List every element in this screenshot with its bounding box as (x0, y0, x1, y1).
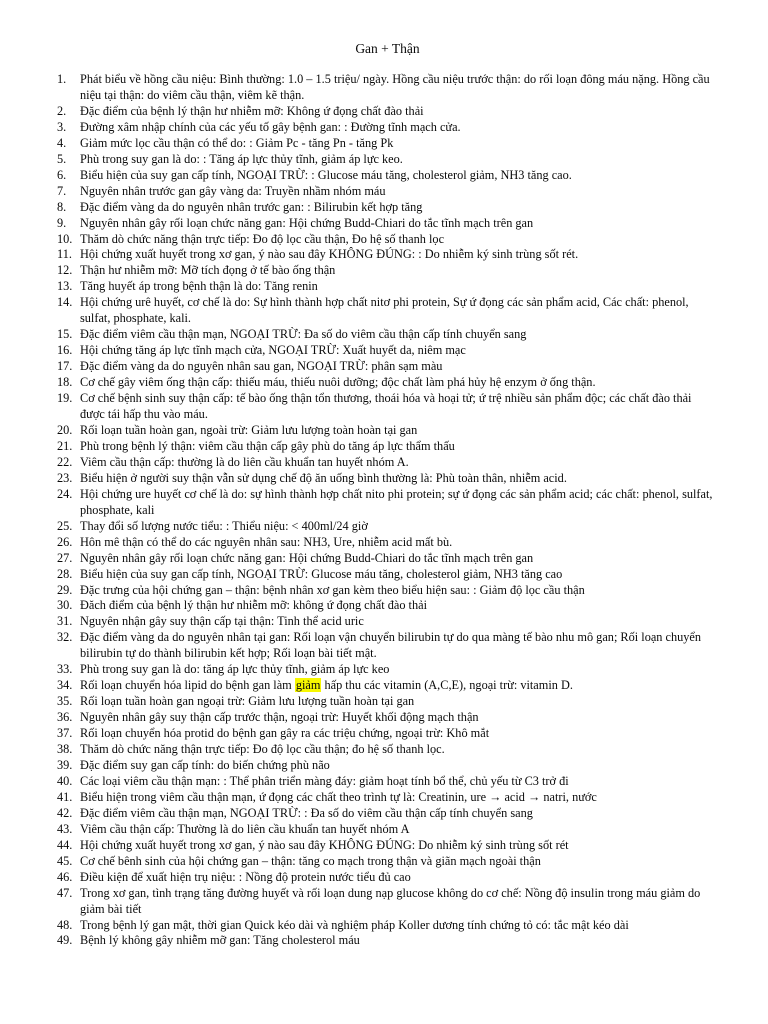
question-number: 30. (57, 598, 73, 613)
question-text: Hội chứng xuất huyết trong xơ gan, ý nào sau đây KHÔNG ĐÚNG: : Do nhiễm ký sinh trùng sốt rét. (80, 247, 579, 262)
question-number: 43. (57, 821, 73, 836)
question-text: Nguyên nhân trước gan gây vàng da: Truyền nhầm nhóm máu (80, 183, 386, 198)
question-item (56, 535, 719, 551)
question-text: Thay đổi số lượng nước tiểu: : Thiểu niệu: < 400ml/24 giờ (80, 518, 368, 533)
question-item (56, 742, 719, 758)
question-item (56, 168, 719, 184)
question-item (56, 455, 719, 471)
question-number: 36. (57, 710, 73, 725)
question-number: 15. (57, 327, 73, 342)
question-number: 46. (57, 869, 73, 884)
question-number: 17. (57, 359, 73, 374)
question-item (56, 886, 719, 918)
question-item (56, 583, 719, 599)
question-number: 29. (57, 582, 73, 597)
question-item (56, 790, 719, 806)
question-number: 13. (57, 279, 73, 294)
question-text: Rối loạn tuần hoàn gan, ngoài trừ: Giảm lưu lượng toàn hoàn tại gan (80, 422, 418, 437)
question-item (56, 678, 719, 694)
question-text: Hôn mê thận có thể do các nguyên nhân sau: NH3, Ure, nhiễm acid mất bù. (80, 534, 453, 549)
question-text: Thận hư nhiễm mỡ: Mỡ tích đọng ở tế bào ống thận (80, 263, 336, 278)
question-number: 6. (57, 167, 67, 182)
question-item (56, 327, 719, 343)
question-item (56, 854, 719, 870)
question-number: 37. (57, 726, 73, 741)
question-item (56, 200, 719, 216)
question-text: Rối loạn chuyển hóa lipid do bệnh gan làm giảm hấp thu các vitamin (A,C,E), ngoại trừ: vitamin D. (80, 678, 573, 693)
question-item (56, 439, 719, 455)
question-number: 45. (57, 853, 73, 868)
question-number: 49. (57, 933, 73, 948)
question-text: Biểu hiện trong viêm cầu thận mạn, ứ đọng các chất theo trình tự là: Creatinin, ure → acid → natri, nước (80, 789, 597, 804)
question-text: Cơ chế bệnh sinh suy thận cấp: tế bào ống thận tổn thương, thoái hóa và hoại tử; ứ trệ nhiều sản phẩm độc; các chất đào thải được tái hấp thu vào máu. (80, 391, 692, 422)
question-text: Các loại viêm cầu thận mạn: : Thể phân triển màng đáy: giảm hoạt tính bổ thể, chủ yếu từ C3 trở đi (80, 773, 569, 788)
question-text: Phù trong suy gan là do: : Tăng áp lực thủy tĩnh, giảm áp lực keo. (80, 151, 403, 166)
question-number: 26. (57, 534, 73, 549)
question-text: Đặc điểm vàng da do nguyên nhân sau gan, NGOẠI TRỪ: phân sạm màu (80, 359, 443, 374)
question-text: Phù trong bệnh lý thận: viêm cầu thận cấp gây phù do tăng áp lực thẩm thấu (80, 438, 455, 453)
question-number: 5. (57, 151, 67, 166)
question-list (56, 72, 719, 949)
question-item (56, 343, 719, 359)
question-item (56, 104, 719, 120)
question-item (56, 152, 719, 168)
question-text: Giảm mức lọc cầu thận có thể do: : Giảm Pc - tăng Pn - tăng Pk (80, 135, 394, 150)
question-text: Viêm cầu thận cấp: Thường là do liên cầu khuẩn tan huyết nhóm A (80, 821, 410, 836)
question-item (56, 662, 719, 678)
question-text: Đặc điểm của bệnh lý thận hư nhiễm mỡ: Không ứ đọng chất đào thải (80, 103, 424, 118)
question-text: Cơ chế bênh sinh của hội chứng gan – thận: tăng co mạch trong thận và giãn mạch ngoài thận (80, 853, 541, 868)
question-text: Trong bệnh lý gan mật, thời gian Quick kéo dài và nghiệm pháp Koller dương tính chứng tỏ có: tắc mật kéo dài (80, 917, 629, 932)
question-item (56, 471, 719, 487)
question-text: Đường xâm nhập chính của các yếu tố gây bệnh gan: : Đường tĩnh mạch cửa. (80, 119, 461, 134)
question-text: Hội chứng xuất huyết trong xơ gan, ý nào sau đây KHÔNG ĐÚNG: Do nhiễm ký sinh trùng sốt rét (80, 837, 569, 852)
question-number: 14. (57, 295, 73, 310)
question-number: 32. (57, 630, 73, 645)
question-number: 7. (57, 183, 67, 198)
question-item (56, 933, 719, 949)
question-number: 44. (57, 837, 73, 852)
question-number: 9. (57, 215, 67, 230)
question-text: Đặc điểm viêm cầu thận mạn, NGOẠI TRỪ: : Đa số do viêm cầu thận cấp tính chuyển sang (80, 805, 533, 820)
question-text: Nguyên nhân gây suy thận cấp trước thận, ngoại trừ: Huyết khối động mạch thận (80, 710, 479, 725)
question-text: Đăch điểm của bệnh lý thận hư nhiễm mỡ: không ứ đọng chất đào thải (80, 598, 427, 613)
question-number: 12. (57, 263, 73, 278)
question-text: Rối loạn chuyển hóa protid do bệnh gan gây ra các triệu chứng, ngoại trừ: Khô mắt (80, 726, 490, 741)
question-number: 23. (57, 470, 73, 485)
question-item (56, 630, 719, 662)
question-number: 3. (57, 119, 67, 134)
question-text: Thăm dò chức năng thận trực tiếp: Đo độ lọc cầu thận; đo hệ số thanh lọc. (80, 742, 445, 757)
question-item (56, 216, 719, 232)
question-item (56, 120, 719, 136)
question-text: Nguyên nhận gây suy thận cấp tại thận: Tinh thể acid uric (80, 614, 364, 629)
question-item (56, 519, 719, 535)
question-text: Đặc điểm vàng da do nguyên nhân trước gan: : Bilirubin kết hợp tăng (80, 199, 423, 214)
question-number: 47. (57, 885, 73, 900)
question-item (56, 918, 719, 934)
question-item (56, 774, 719, 790)
question-text: Trong xơ gan, tình trạng tăng đường huyết và rối loạn dung nạp glucose không do cơ chế: Nồng độ insulin trong máu giảm do giảm bài tiết (80, 885, 701, 916)
question-text: Phát biểu về hồng cầu niệu: Bình thường: 1.0 – 1.5 triệu/ ngày. Hồng cầu niệu trước thận: do rối loạn đông máu nặng. Hồng cầu niệu tại thận: do viêm cầu thận, viêm kẽ thận. (80, 72, 710, 102)
question-item (56, 136, 719, 152)
question-item (56, 295, 719, 327)
question-text: Đặc điểm viêm cầu thận mạn, NGOẠI TRỪ: Đa số do viêm cầu thận cấp tính chuyển sang (80, 327, 527, 342)
question-number: 21. (57, 438, 73, 453)
question-text: Điều kiện để xuất hiện trụ niệu: : Nồng độ protein nước tiểu đủ cao (80, 869, 411, 884)
question-item (56, 375, 719, 391)
question-number: 31. (57, 614, 73, 629)
question-item (56, 247, 719, 263)
question-text: Phù trong suy gan là do: tăng áp lực thủy tĩnh, giảm áp lực keo (80, 662, 390, 677)
question-item (56, 806, 719, 822)
question-item (56, 391, 719, 423)
question-number: 22. (57, 454, 73, 469)
question-text: Biểu hiện của suy gan cấp tính, NGOẠI TRỪ: Glucose máu tăng, cholesterol giảm, NH3 tăng cao (80, 566, 563, 581)
question-number: 39. (57, 757, 73, 772)
question-number: 41. (57, 789, 73, 804)
question-number: 40. (57, 773, 73, 788)
question-item (56, 487, 719, 519)
page-title: Gan + Thận (355, 41, 420, 56)
highlighted-word: giảm (295, 678, 321, 693)
question-item (56, 423, 719, 439)
question-text: Bệnh lý không gây nhiễm mỡ gan: Tăng cholesterol máu (80, 933, 360, 948)
question-item (56, 614, 719, 630)
question-text: Thăm dò chức năng thận trực tiếp: Đo độ lọc cầu thận, Đo hệ số thanh lọc (80, 231, 445, 246)
question-text: Đặc trưng của hội chứng gan – thận: bệnh nhân xơ gan kèm theo biểu hiện sau: : Giảm độ lọc cầu thận (80, 582, 585, 597)
question-text: Hội chứng tăng áp lực tĩnh mạch cửa, NGOẠI TRỪ: Xuất huyết da, niêm mạc (80, 343, 466, 358)
question-number: 28. (57, 566, 73, 581)
question-item (56, 822, 719, 838)
question-item (56, 279, 719, 295)
question-text: Nguyên nhân gây rối loạn chức năng gan: Hội chứng Budd-Chiari do tắc tĩnh mạch trên gan (80, 550, 534, 565)
question-number: 10. (57, 231, 73, 246)
question-item (56, 263, 719, 279)
question-number: 27. (57, 550, 73, 565)
question-text: Đặc điểm vàng da do nguyên nhân tại gan: Rối loạn vận chuyển bilirubin tự do qua màng tế bào nhu mô gan; Rối loạn chuyển bilirubin tự do thành bilirubin kết hợp; Rối loạn bài tiết mật. (80, 630, 702, 661)
question-item (56, 710, 719, 726)
question-number: 38. (57, 742, 73, 757)
question-number: 2. (57, 103, 67, 118)
question-number: 48. (57, 917, 73, 932)
question-item (56, 551, 719, 567)
question-item (56, 694, 719, 710)
question-item (56, 726, 719, 742)
question-number: 25. (57, 518, 73, 533)
question-number: 11. (57, 247, 72, 262)
question-number: 19. (57, 391, 73, 406)
question-item (56, 838, 719, 854)
question-item (56, 870, 719, 886)
question-item (56, 598, 719, 614)
question-number: 24. (57, 486, 73, 501)
question-number: 18. (57, 375, 73, 390)
question-number: 8. (57, 199, 67, 214)
question-number: 16. (57, 343, 73, 358)
question-text: Biểu hiện ở người suy thận vẫn sử dụng chế độ ăn uống bình thường là: Phù toàn thân, nhiễm acid. (80, 470, 567, 485)
question-text: Hội chứng urê huyết, cơ chế là do: Sự hình thành hợp chất nitơ phi protein, Sự ứ đọng các sản phẩm acid, Các chất: phenol, sulfat, phosphate, kali. (80, 295, 689, 326)
question-number: 33. (57, 662, 73, 677)
question-number: 42. (57, 805, 73, 820)
question-text: Viêm cầu thận cấp: thường là do liên cầu khuẩn tan huyết nhóm A. (80, 454, 409, 469)
question-number: 35. (57, 694, 73, 709)
question-item (56, 567, 719, 583)
question-item (56, 758, 719, 774)
question-number: 4. (57, 135, 67, 150)
question-text: Hội chứng ure huyết cơ chế là do: sự hình thành hợp chất nito phi protein; sự ứ đọng các sản phẩm acid; các chất: phenol, sulfat, phosphate, kali (80, 486, 713, 517)
question-item (56, 232, 719, 248)
question-text: Tăng huyết áp trong bệnh thận là do: Tăng renin (80, 279, 318, 294)
question-text: Đặc điểm suy gan cấp tính: do biến chứng phù não (80, 757, 330, 772)
question-number: 20. (57, 422, 73, 437)
question-text: Nguyên nhân gây rối loạn chức năng gan: Hội chứng Budd-Chiari do tắc tĩnh mạch trên gan (80, 215, 534, 230)
question-item (56, 72, 719, 104)
question-text: Cơ chế gây viêm ống thận cấp: thiếu máu, thiếu nuôi dưỡng; độc chất làm phá hủy hệ enzym ở ống thận. (80, 375, 596, 390)
question-number: 1. (57, 72, 67, 86)
question-item (56, 359, 719, 375)
question-item (56, 184, 719, 200)
question-text: Biểu hiện của suy gan cấp tính, NGOẠI TRỪ: : Glucose máu tăng, cholesterol giảm, NH3 tăng cao. (80, 167, 572, 182)
question-text: Rối loạn tuần hoàn gan ngoại trừ: Giảm lưu lượng tuần hoàn tại gan (80, 694, 415, 709)
question-number: 34. (57, 678, 73, 693)
